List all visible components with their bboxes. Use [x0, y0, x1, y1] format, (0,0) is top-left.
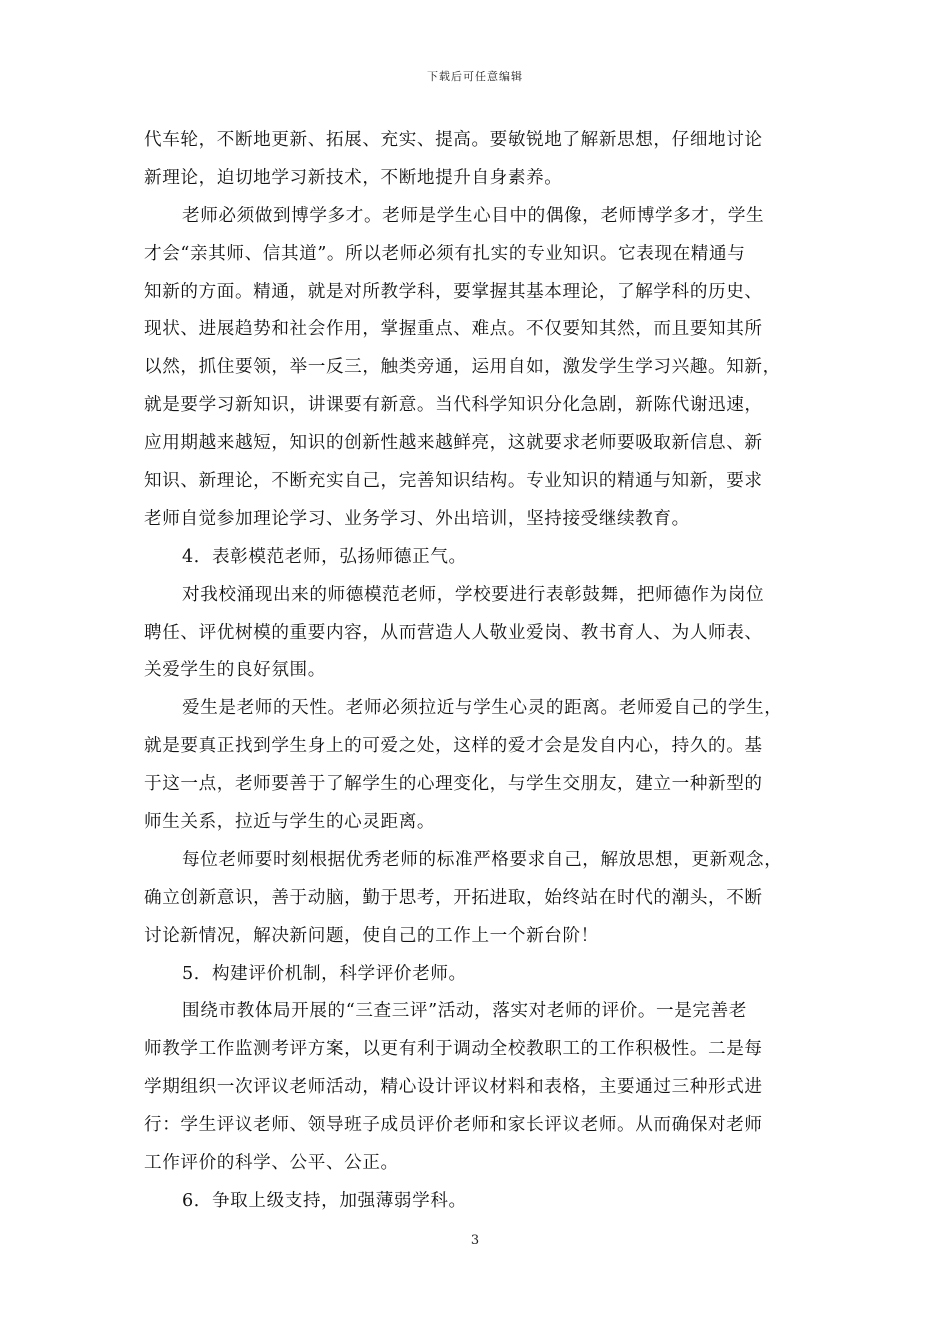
text-line: 学期组织一次评议老师活动，精心设计评议材料和表格，主要通过三种形式进 — [144, 1077, 763, 1098]
text-line: 对我校涌现出来的师德模范老师，学校要进行表彰鼓舞，把师德作为岗位 — [182, 584, 765, 605]
text-line: 现状、进展趋势和社会作用，掌握重点、难点。不仅要知其然，而且要知其所 — [144, 319, 763, 340]
text-line: 4．表彰模范老师，弘扬师德正气。 — [182, 546, 467, 567]
text-line: 于这一点，老师要善于了解学生的心理变化，与学生交朋友，建立一种新型的 — [144, 774, 763, 795]
text-line: 新理论，迫切地学习新技术，不断地提升自身素养。 — [144, 167, 563, 188]
text-line: 6．争取上级支持，加强薄弱学科。 — [182, 1190, 467, 1211]
text-line: 行：学生评议老师、领导班子成员评价老师和家长评议老师。从而确保对老师 — [144, 1115, 763, 1136]
text-line: 5．构建评价机制，科学评价老师。 — [182, 963, 467, 984]
body-text — [144, 122, 812, 1221]
text-line: 老师必须做到博学多才。老师是学生心目中的偶像，老师博学多才，学生 — [182, 205, 765, 226]
text-line: 就是要学习新知识，讲课要有新意。当代科学知识分化急剧，新陈代谢迅速， — [144, 395, 763, 416]
page-header: 下载后可任意编辑 — [427, 70, 523, 83]
text-line: 老师自觉参加理论学习、业务学习、外出培训，坚持接受继续教育。 — [144, 508, 690, 529]
text-line: 围绕市教体局开展的“三查三评”活动，落实对老师的评价。一是完善老 — [182, 1001, 748, 1022]
text-line: 就是要真正找到学生身上的可爱之处，这样的爱才会是发自内心，持久的。基 — [144, 736, 763, 757]
text-line: 应用期越来越短，知识的创新性越来越鲜亮，这就要求老师要吸取新信息、新 — [144, 433, 763, 454]
text-line: 聘任、评优树模的重要内容，从而营造人人敬业爱岗、教书育人、为人师表、 — [144, 622, 763, 643]
text-line: 代车轮，不断地更新、拓展、充实、提高。要敏锐地了解新思想，仔细地讨论 — [144, 130, 763, 150]
text-line: 师生关系，拉近与学生的心灵距离。 — [144, 812, 436, 833]
text-line: 师教学工作监测考评方案，以更有利于调动全校教职工的工作积极性。二是每 — [144, 1039, 763, 1060]
text-line: 确立创新意识，善于动脑，勤于思考，开拓进取，始终站在时代的潮头，不断 — [144, 887, 763, 908]
text-line: 知识、新理论，不断充实自己，完善知识结构。专业知识的精通与知新，要求 — [144, 471, 763, 492]
text-line: 讨论新情况，解决新问题，使自己的工作上一个新台阶！ — [144, 925, 599, 946]
page-number: 3 — [470, 1233, 480, 1248]
text-line: 工作评价的科学、公平、公正。 — [144, 1153, 399, 1174]
text-line: 关爱学生的良好氛围。 — [144, 660, 326, 681]
text-line: 知新的方面。精通，就是对所教学科，要掌握其基本理论，了解学科的历史、 — [144, 281, 763, 302]
text-line: 才会“亲其师、信其道”。所以老师必须有扎实的专业知识。它表现在精通与 — [144, 243, 746, 264]
text-line: 爱生是老师的天性。老师必须拉近与学生心灵的距离。老师爱自己的学生， — [182, 698, 783, 719]
text-line: 每位老师要时刻根据优秀老师的标准严格要求自己，解放思想，更新观念， — [182, 849, 783, 870]
text-line: 以然，抓住要领，举一反三，触类旁通，运用自如，激发学生学习兴趣。知新， — [144, 357, 781, 378]
